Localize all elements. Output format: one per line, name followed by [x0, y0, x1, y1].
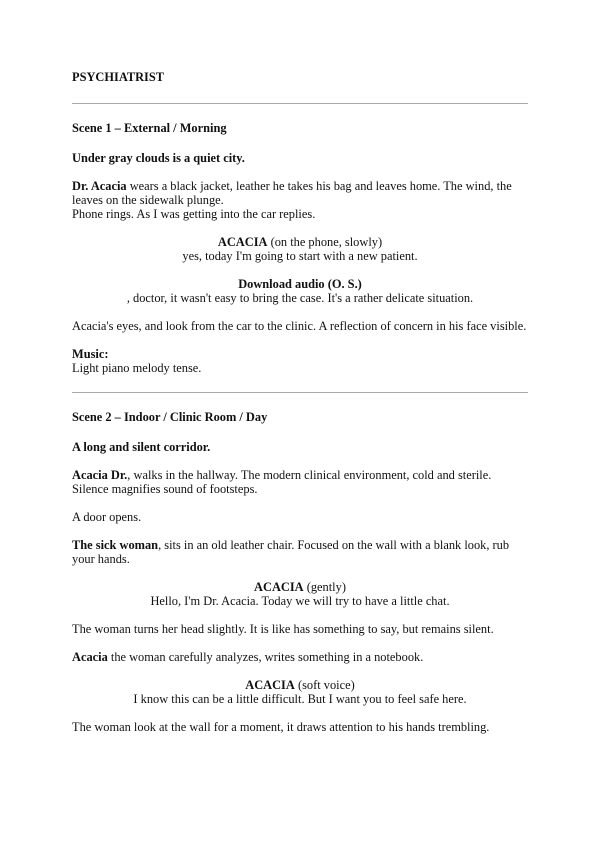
action-paragraph: The woman turns her head slightly. It is like has something to say, but remains silent. — [72, 622, 494, 636]
action-text: the woman carefully analyzes, writes something in a notebook. — [107, 650, 424, 664]
divider — [72, 103, 528, 104]
dialogue-character: ACACIA — [245, 678, 295, 692]
music-label: Music: — [72, 347, 109, 361]
music-note — [72, 347, 528, 375]
dialogue-line: I know this can be a little difficult. But I want you to feel safe here. — [133, 692, 467, 706]
shot-description: Under gray clouds is a quiet city. — [72, 151, 245, 165]
action-paragraph: Acacia's eyes, and look from the car to the clinic. A reflection of concern in his face visible. — [72, 319, 527, 333]
scene-heading: Scene 2 – Indoor / Clinic Room / Day — [72, 410, 268, 424]
dialogue-line: , doctor, it wasn't easy to bring the case. It's a rather delicate situation. — [126, 291, 474, 305]
action-text: , sits in an old leather chair. Focused on the wall with a blank look, rub your hands. — [72, 538, 510, 566]
dialogue-line: Hello, I'm Dr. Acacia. Today we will try to have a little chat. — [150, 594, 450, 608]
character-name: Acacia Dr. — [72, 468, 128, 482]
character-name: Dr. Acacia — [72, 179, 127, 193]
action-paragraph — [72, 538, 528, 566]
dialogue-parenthetical: (soft voice) — [294, 678, 355, 692]
dialogue-line: yes, today I'm going to start with a new patient. — [182, 249, 418, 263]
shot-description: A long and silent corridor. — [72, 440, 211, 454]
action-paragraph — [72, 179, 528, 207]
action-paragraph: A door opens. — [72, 510, 142, 524]
dialogue-parenthetical: (on the phone, slowly) — [267, 235, 383, 249]
music-text: Light piano melody tense. — [72, 361, 202, 375]
screenplay-page — [72, 70, 528, 748]
action-paragraph — [72, 468, 528, 496]
dialogue-parenthetical: (gently) — [303, 580, 346, 594]
dialogue-character: ACACIA — [254, 580, 304, 594]
action-paragraph: The woman look at the wall for a moment, it draws attention to his hands trembling. — [72, 720, 490, 734]
character-name: The sick woman — [72, 538, 159, 552]
action-text: wears a black jacket, leather he takes his bag and leaves home. The wind, the leaves on the sidewalk plunge. — [72, 179, 512, 207]
action-paragraph — [72, 650, 528, 664]
dialogue-block — [72, 678, 528, 706]
divider — [72, 392, 528, 393]
character-name: Acacia — [72, 650, 108, 664]
dialogue-character: ACACIA — [217, 235, 268, 249]
dialogue-block — [72, 277, 528, 305]
dialogue-character: Download audio (O. S.) — [238, 277, 362, 291]
document-title: PSYCHIATRIST — [72, 70, 165, 84]
dialogue-block — [72, 580, 528, 608]
scene-heading: Scene 1 – External / Morning — [72, 121, 227, 135]
dialogue-block — [72, 235, 528, 263]
action-text: , walks in the hallway. The modern clinical environment, cold and sterile. Silence magnifies sound of footsteps. — [72, 468, 492, 496]
action-paragraph: Phone rings. As I was getting into the car replies. — [72, 207, 316, 221]
